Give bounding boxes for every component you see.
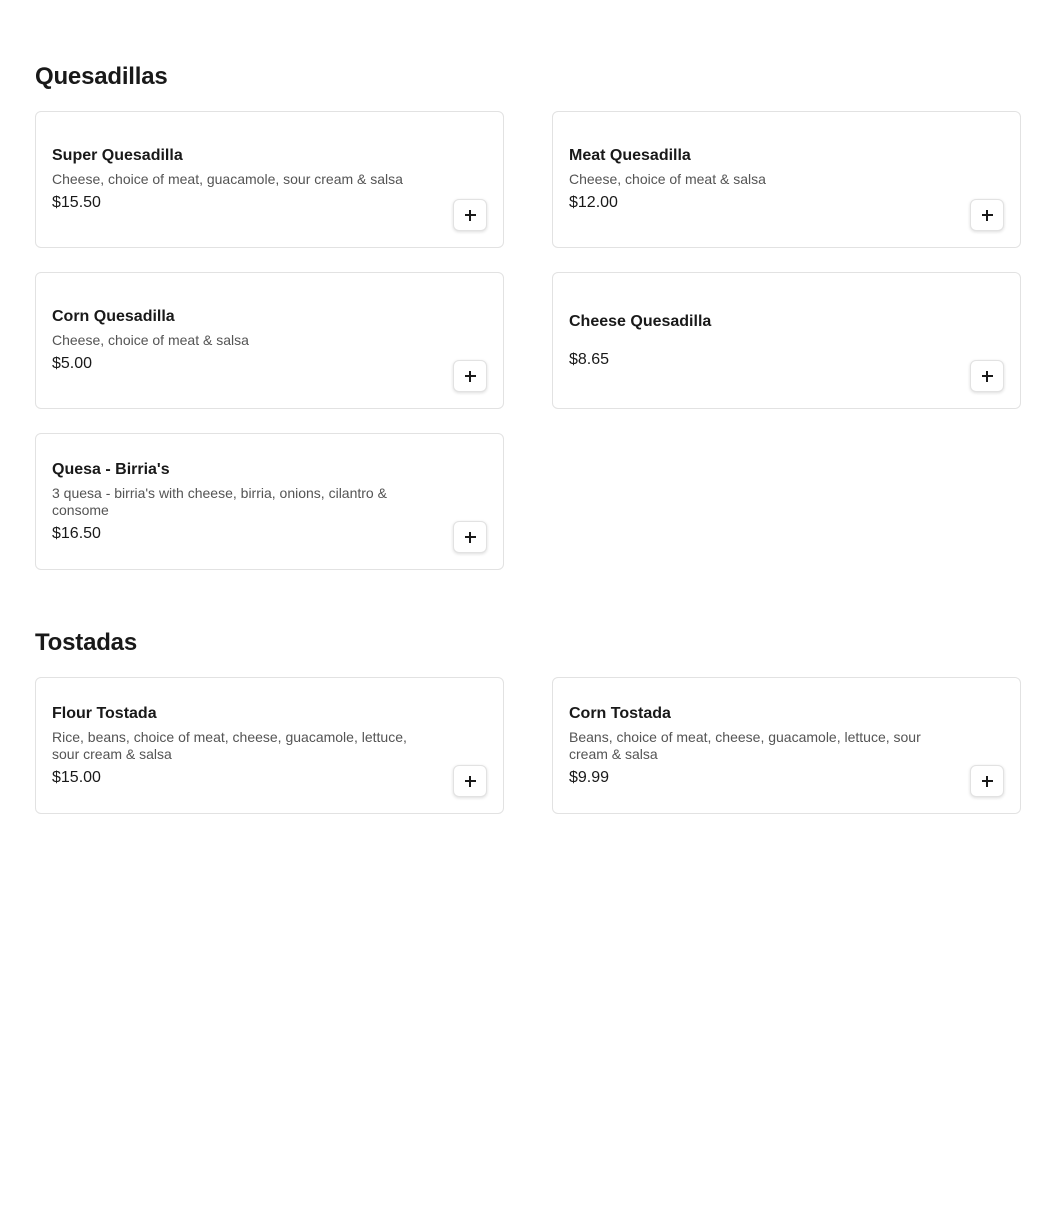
item-description: 3 quesa - birria's with cheese, birria, onions, cilantro & consome [52, 484, 387, 518]
menu-item-card[interactable] [35, 111, 504, 248]
item-name: Corn Quesadilla [52, 308, 175, 325]
menu-section-quesadillas [35, 0, 1021, 570]
add-item-button[interactable] [453, 765, 487, 797]
add-item-button[interactable] [453, 360, 487, 392]
plus-icon [465, 371, 476, 382]
item-name: Flour Tostada [52, 704, 157, 722]
item-description: Cheese, choice of meat & salsa [569, 171, 766, 187]
plus-icon [465, 210, 476, 221]
menu-item-grid [35, 111, 1021, 570]
item-name: Corn Tostada [569, 704, 671, 722]
menu-item-card[interactable] [552, 677, 1021, 814]
item-description [569, 333, 950, 345]
plus-icon [465, 532, 476, 543]
item-price: $9.99 [569, 768, 610, 786]
item-name: Super Quesadilla [52, 147, 183, 164]
item-price: $5.00 [52, 355, 93, 372]
plus-icon [982, 210, 993, 221]
item-name: Quesa - Birria's [52, 460, 170, 478]
item-price: $16.50 [52, 524, 101, 542]
item-price: $12.00 [569, 194, 618, 211]
add-item-button[interactable] [453, 199, 487, 231]
menu-item-grid [35, 677, 1021, 814]
menu-section-tostadas [35, 570, 1021, 814]
add-item-button[interactable] [453, 521, 487, 553]
section-title: Tostadas [35, 629, 137, 656]
item-description: Rice, beans, choice of meat, cheese, guacamole, lettuce, sour cream & salsa [52, 728, 407, 762]
item-description: Beans, choice of meat, cheese, guacamole, lettuce, sour cream & salsa [569, 728, 921, 762]
add-item-button[interactable] [970, 765, 1004, 797]
item-description: Cheese, choice of meat, guacamole, sour cream & salsa [52, 171, 403, 187]
item-price: $15.50 [52, 194, 101, 211]
item-price: $8.65 [569, 350, 610, 368]
menu-item-card[interactable] [552, 111, 1021, 248]
add-item-button[interactable] [970, 199, 1004, 231]
menu-item-card[interactable] [35, 272, 504, 409]
item-name: Cheese Quesadilla [569, 312, 712, 330]
item-price: $15.00 [52, 768, 101, 786]
plus-icon [465, 776, 476, 787]
menu-item-card[interactable] [35, 677, 504, 814]
plus-icon [982, 371, 993, 382]
section-title: Quesadillas [35, 63, 168, 90]
item-name: Meat Quesadilla [569, 147, 691, 164]
plus-icon [982, 776, 993, 787]
item-description: Cheese, choice of meat & salsa [52, 332, 249, 348]
menu-item-card[interactable] [35, 433, 504, 570]
add-item-button[interactable] [970, 360, 1004, 392]
menu-item-card[interactable] [552, 272, 1021, 409]
